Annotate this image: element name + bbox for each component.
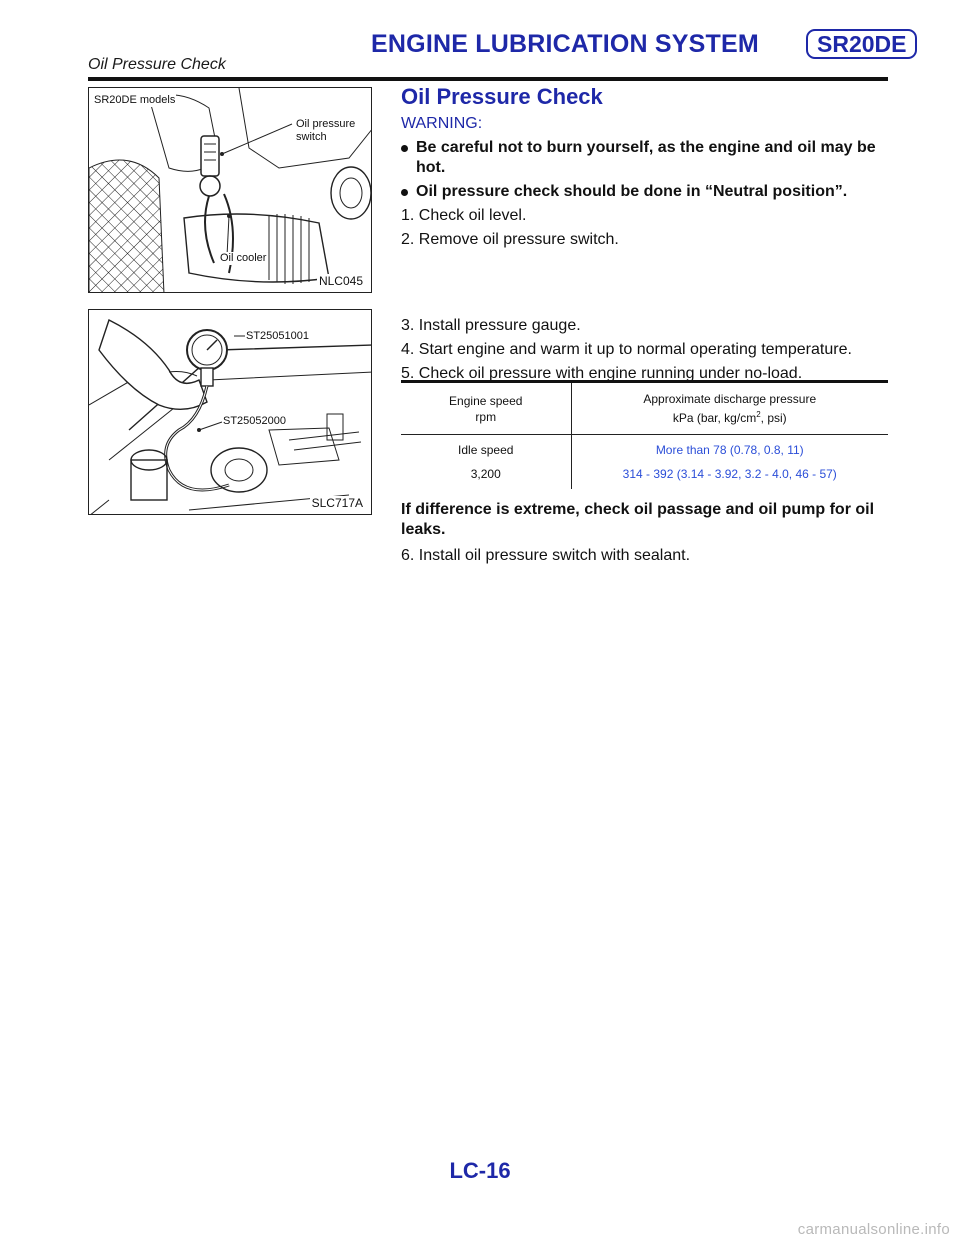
warning-item [401,138,891,178]
callout-oil-pressure-switch [295,118,356,144]
site-watermark[interactable]: carmanualsonline.info [797,1221,950,1238]
step-item: 5. Check oil pressure with engine running under no-load. [401,365,803,382]
table-row [401,462,888,489]
figure-id: SLC717A [311,496,363,510]
header-divider [88,77,888,81]
cell-pressure: More than 78 (0.78, 0.8, 11) [655,443,804,457]
step-item: 3. Install pressure gauge. [401,317,581,334]
callout-oil-cooler: Oil cooler [220,252,267,264]
page-header-subtitle: Oil Pressure Check [88,56,226,73]
section-title: Oil Pressure Check [401,84,603,109]
header-line: rpm [475,409,497,424]
cell-engine-speed: Idle speed [401,435,571,463]
column-header-engine-speed [401,382,571,435]
superscript: 2 [756,410,761,419]
callout-tool-hose: ST25052000 [223,415,286,427]
bullet-icon [401,145,408,152]
gauge-illustration [89,310,372,515]
header-line [576,407,885,426]
step-item: 4. Start engine and warm it up to normal operating temperature. [401,341,852,358]
warning-text: Be careful not to burn yourself, as the engine and oil may be hot. [416,139,876,176]
warning-item [401,182,891,202]
figure-oil-pressure-switch [88,87,372,293]
step-item: 2. Remove oil pressure switch. [401,231,619,248]
header-line: Engine speed [449,393,523,408]
warning-text: Oil pressure check should be done in “Neutral position”. [416,183,848,200]
warning-block [401,114,891,250]
header-text: , psi) [760,411,787,425]
column-header-pressure [571,382,888,435]
header-text: kPa (bar, kg/cm [672,411,757,425]
cell-engine-speed: 3,200 [401,462,571,489]
table-row [401,435,888,463]
warning-label: WARNING: [401,115,483,132]
page-number: LC-16 [449,1158,511,1183]
note-text: If difference is extreme, check oil passage and oil pump for oil leaks. [401,501,875,538]
step-item: 6. Install oil pressure switch with sealant. [401,547,691,564]
page-header-title: ENGINE LUBRICATION SYSTEM [371,30,759,58]
bullet-icon [401,189,408,196]
closing-block [401,500,891,566]
model-badge: SR20DE [806,29,917,59]
callout-tool-gauge: ST25051001 [246,330,309,342]
header-line: Approximate discharge pressure [643,392,817,406]
table-header-row [401,382,888,435]
cell-pressure: 314 - 392 (3.14 - 3.92, 3.2 - 4.0, 46 - 57) [622,467,837,481]
figure-pressure-gauge [88,309,372,515]
oil-pressure-spec-table [401,380,888,489]
callout-line: Oil pressure [296,118,356,130]
callout-line: switch [296,131,327,143]
figure-id: NLC045 [318,274,363,288]
steps-block [401,312,891,384]
step-item: 1. Check oil level. [401,207,527,224]
figure-model-label: SR20DE models [94,94,176,106]
